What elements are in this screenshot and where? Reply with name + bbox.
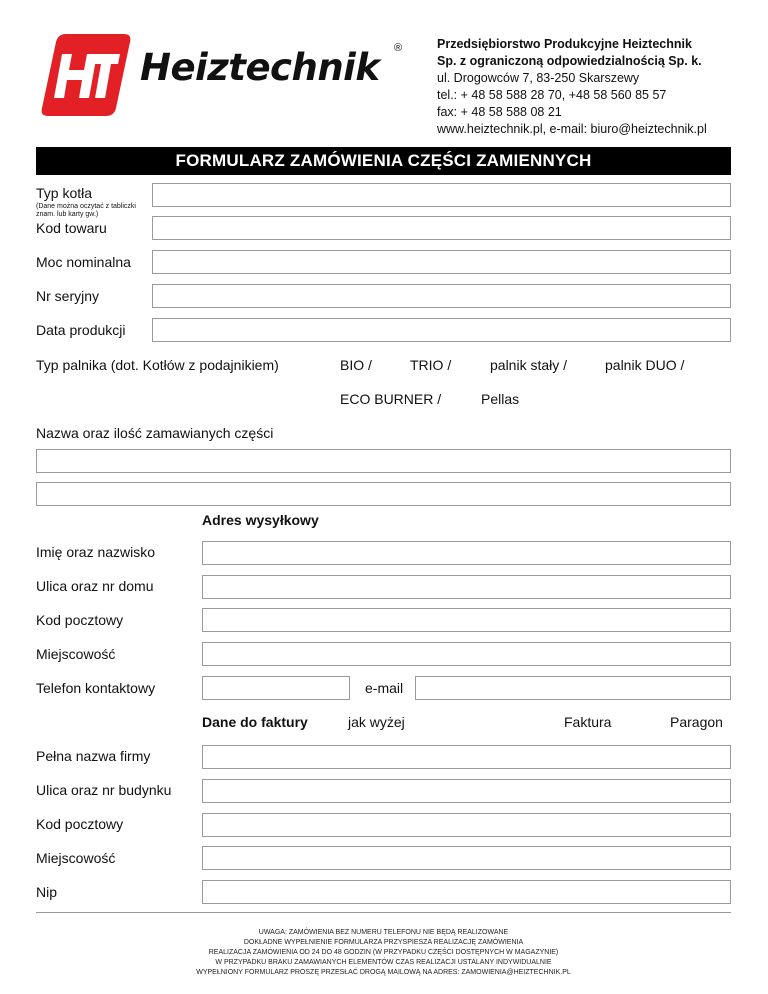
production-date-label: Data produkcji: [36, 322, 126, 338]
company-info: [437, 36, 707, 138]
footer-notes: [36, 928, 731, 978]
footer-divider: [36, 912, 731, 913]
invoice-city-field[interactable]: [202, 846, 731, 870]
shipping-email-field[interactable]: [415, 676, 731, 700]
company-address: ul. Drogowców 7, 83-250 Skarszewy: [437, 71, 640, 85]
invoice-postal-field[interactable]: [202, 813, 731, 837]
burner-type-label: Typ palnika (dot. Kotłów z podajnikiem): [36, 357, 279, 373]
heiztechnik-logo-icon: [36, 32, 134, 118]
shipping-phone-label: Telefon kontaktowy: [36, 680, 156, 696]
burner-option-trio[interactable]: TRIO /: [410, 357, 452, 373]
burner-option-fixed[interactable]: palnik stały /: [490, 357, 568, 373]
boiler-type-note-2: znam. lub karty gw.): [36, 211, 99, 218]
invoice-postal-label: Kod pocztowy: [36, 816, 124, 832]
shipping-city-label: Miejscowość: [36, 646, 116, 662]
boiler-type-field[interactable]: [152, 183, 731, 207]
serial-number-label: Nr seryjny: [36, 288, 100, 304]
boiler-type-note-1: (Dane można oczytać z tabliczki: [36, 203, 136, 210]
nominal-power-field[interactable]: [152, 250, 731, 274]
nominal-power-label: Moc nominalna: [36, 254, 131, 270]
parts-field-1[interactable]: [36, 449, 731, 473]
parts-field-2[interactable]: [36, 482, 731, 506]
shipping-heading: Adres wysyłkowy: [202, 512, 319, 528]
burner-option-pellas[interactable]: Pellas: [481, 391, 520, 407]
form-title: FORMULARZ ZAMÓWIENIA CZĘŚCI ZAMIENNYCH: [36, 147, 731, 175]
boiler-type-label: Typ kotła: [36, 185, 93, 201]
invoice-nip-field[interactable]: [202, 880, 731, 904]
note-line: W PRZYPADKU BRAKU ZAMAWIANYCH ELEMENTÓW CZAS REALIZACJI USTALANY INDYWIDUALNIE: [215, 959, 552, 966]
receipt-option[interactable]: Paragon: [670, 714, 723, 730]
burner-option-duo[interactable]: palnik DUO /: [605, 357, 685, 373]
note-line: UWAGA: ZAMÓWIENIA BEZ NUMERU TELEFONU NIE BĘDĄ REALIZOWANE: [258, 929, 509, 936]
shipping-phone-field[interactable]: [202, 676, 350, 700]
company-phone: tel.: + 48 58 588 28 70, +48 58 560 85 57: [437, 88, 667, 102]
burner-option-bio[interactable]: BIO /: [340, 357, 372, 373]
registered-mark: ®: [394, 42, 403, 54]
parts-label: Nazwa oraz ilość zamawianych części: [36, 425, 274, 441]
invoice-street-field[interactable]: [202, 779, 731, 803]
invoice-option[interactable]: Faktura: [564, 714, 612, 730]
product-code-label: Kod towaru: [36, 220, 107, 236]
product-code-field[interactable]: [152, 216, 731, 240]
company-name-line-2: Sp. z ograniczoną odpowiedzialnością Sp. k.: [437, 54, 702, 68]
shipping-city-field[interactable]: [202, 642, 731, 666]
invoice-heading: Dane do faktury: [202, 714, 308, 730]
production-date-field[interactable]: [152, 318, 731, 342]
note-line: WYPEŁNIONY FORMULARZ PROSZĘ PRZESŁAĆ DROGĄ MAILOWĄ NA ADRES: ZAMOWIENIA@HEIZTECHNIK.PL: [196, 969, 571, 976]
note-line: DOKŁADNE WYPEŁNIENIE FORMULARZA PRZYSPIESZA REALIZACJĘ ZAMÓWIENIA: [243, 939, 524, 946]
company-web-email: www.heiztechnik.pl, e-mail: biuro@heiztechnik.pl: [437, 122, 707, 136]
invoice-city-label: Miejscowość: [36, 850, 116, 866]
invoice-same-option[interactable]: jak wyżej: [348, 714, 405, 730]
invoice-nip-label: Nip: [36, 884, 58, 900]
shipping-email-label: e-mail: [365, 680, 404, 696]
shipping-name-label: Imię oraz nazwisko: [36, 544, 156, 560]
invoice-street-label: Ulica oraz nr budynku: [36, 782, 172, 798]
burner-option-eco[interactable]: ECO BURNER /: [340, 391, 442, 407]
note-line: REALIZACJA ZAMÓWIENIA OD 24 DO 48 GODZIN (W PRZYPADKU CZĘŚCI DOSTĘPNYCH W MAGAZYNIE): [208, 949, 559, 956]
shipping-postal-field[interactable]: [202, 608, 731, 632]
shipping-street-label: Ulica oraz nr domu: [36, 578, 154, 594]
shipping-street-field[interactable]: [202, 575, 731, 599]
shipping-postal-label: Kod pocztowy: [36, 612, 124, 628]
shipping-name-field[interactable]: [202, 541, 731, 565]
brand-name: Heiztechnik: [140, 46, 380, 89]
invoice-company-field[interactable]: [202, 745, 731, 769]
serial-number-field[interactable]: [152, 284, 731, 308]
company-fax: fax: + 48 58 588 08 21: [437, 105, 562, 119]
invoice-company-label: Pełna nazwa firmy: [36, 748, 151, 764]
company-name-line-1: Przedsiębiorstwo Produkcyjne Heiztechnik: [437, 37, 692, 51]
